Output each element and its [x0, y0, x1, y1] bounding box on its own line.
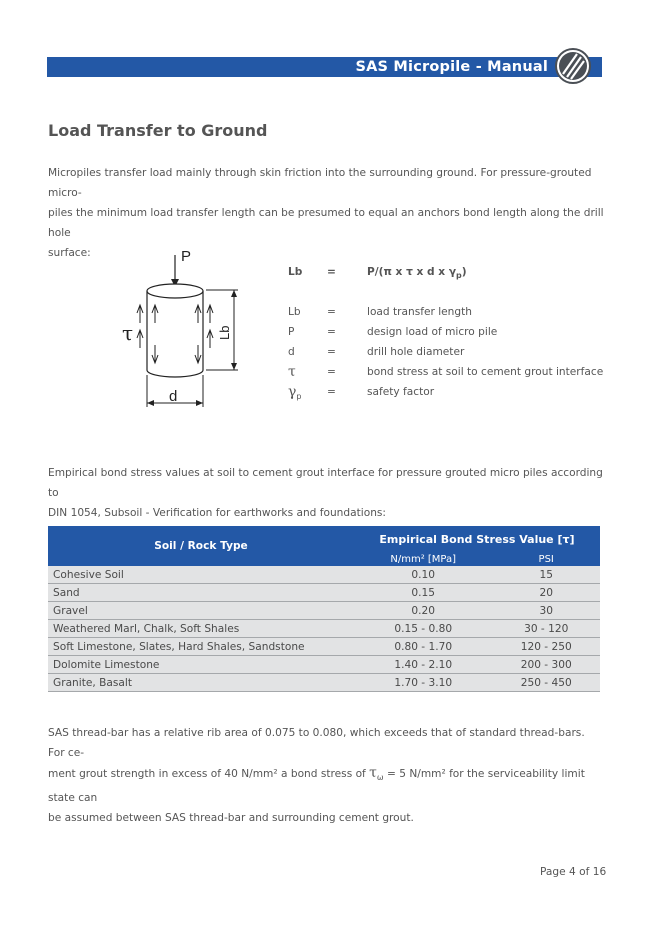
label-p: P — [181, 248, 192, 265]
col-psi-header: PSI — [492, 552, 600, 566]
cell-soil: Granite, Basalt — [48, 674, 354, 692]
def-eq: = — [327, 386, 336, 398]
cell-mpa: 1.40 - 2.10 — [354, 656, 492, 674]
def-symbol: τ — [288, 364, 296, 380]
sas-logo-icon — [555, 48, 591, 84]
table-row — [48, 620, 600, 638]
def-eq: = — [327, 306, 336, 318]
cell-mpa: 0.15 - 0.80 — [354, 620, 492, 638]
intro-line: piles the minimum load transfer length can be presumed to equal an anchors bond length along the drill hole — [48, 207, 604, 239]
cell-psi: 120 - 250 — [492, 638, 600, 656]
cell-soil: Sand — [48, 584, 354, 602]
def-symbol: Lb — [288, 306, 301, 318]
def-text: bond stress at soil to cement grout interface — [367, 366, 604, 378]
cell-psi: 250 - 450 — [492, 674, 600, 692]
formula-rhs-sub: p — [456, 271, 462, 280]
bond-stress-table — [48, 526, 600, 692]
formula-rhs — [367, 266, 467, 280]
col-mpa-header: N/mm² [MPa] — [354, 552, 492, 566]
cell-soil: Cohesive Soil — [48, 566, 354, 584]
table-row — [48, 566, 600, 584]
empirical-line: DIN 1054, Subsoil - Verification for earthworks and foundations: — [48, 507, 386, 519]
section-title: Load Transfer to Ground — [48, 121, 268, 140]
cell-mpa: 0.15 — [354, 584, 492, 602]
def-eq: = — [327, 346, 336, 358]
closing-line — [48, 763, 604, 808]
label-d: d — [169, 388, 178, 405]
closing-tau-sub: ω — [376, 773, 384, 782]
def-text: design load of micro pile — [367, 326, 498, 338]
intro-line: Micropiles transfer load mainly through skin friction into the surrounding ground. For pressure-grouted micro- — [48, 167, 592, 199]
cell-mpa: 1.70 - 3.10 — [354, 674, 492, 692]
def-symbol — [288, 384, 301, 401]
table-row — [48, 584, 600, 602]
cell-psi: 200 - 300 — [492, 656, 600, 674]
formula-lhs: Lb — [288, 266, 303, 278]
table-row — [48, 602, 600, 620]
col-soil-header: Soil / Rock Type — [48, 526, 354, 566]
cell-psi: 30 — [492, 602, 600, 620]
col-group-header: Empirical Bond Stress Value [τ] — [354, 526, 600, 552]
def-symbol-gamma: γ — [288, 384, 297, 400]
cell-mpa: 0.80 - 1.70 — [354, 638, 492, 656]
def-symbol: d — [288, 346, 295, 358]
formula-eq: = — [327, 266, 336, 278]
formula-rhs-prefix: P/(π x τ x d x γ — [367, 266, 457, 278]
cell-psi: 15 — [492, 566, 600, 584]
header-bar — [47, 57, 602, 77]
cell-psi: 20 — [492, 584, 600, 602]
cell-mpa: 0.10 — [354, 566, 492, 584]
closing-paragraph — [48, 723, 604, 828]
page-number: Page 4 of 16 — [540, 866, 607, 878]
def-symbol: P — [288, 326, 295, 338]
empirical-paragraph — [48, 463, 604, 523]
cell-soil: Gravel — [48, 602, 354, 620]
cell-psi: 30 - 120 — [492, 620, 600, 638]
cell-soil: Weathered Marl, Chalk, Soft Shales — [48, 620, 354, 638]
def-text: safety factor — [367, 386, 435, 398]
table-row — [48, 638, 600, 656]
cell-soil: Soft Limestone, Slates, Hard Shales, Sandstone — [48, 638, 354, 656]
def-eq: = — [327, 366, 336, 378]
cell-soil: Dolomite Limestone — [48, 656, 354, 674]
formula-rhs-suffix: ) — [461, 266, 467, 278]
table-row — [48, 674, 600, 692]
def-eq: = — [327, 326, 336, 338]
header-title: SAS Micropile - Manual — [355, 59, 548, 75]
closing-line2-a: ment grout strength in excess of 40 N/mm² a bond stress of — [48, 768, 370, 780]
pile-diagram — [110, 245, 250, 415]
table-row — [48, 656, 600, 674]
closing-line: be assumed between SAS thread-bar and surrounding cement grout. — [48, 812, 414, 824]
intro-line: surface: — [48, 247, 91, 259]
cell-mpa: 0.20 — [354, 602, 492, 620]
closing-line2-b: = 5 N/mm² for the serviceability limit state can — [48, 768, 585, 804]
empirical-line: Empirical bond stress values at soil to cement grout interface for pressure grouted micro piles according to — [48, 467, 603, 499]
label-lb: Lb — [217, 325, 232, 340]
label-tau: τ — [122, 321, 134, 345]
def-text: drill hole diameter — [367, 346, 465, 358]
closing-line: SAS thread-bar has a relative rib area of 0.075 to 0.080, which exceeds that of standard thread-bars. For ce- — [48, 727, 585, 759]
def-text: load transfer length — [367, 306, 472, 318]
def-symbol-sub: p — [296, 392, 302, 401]
closing-tau: τ — [369, 765, 377, 781]
